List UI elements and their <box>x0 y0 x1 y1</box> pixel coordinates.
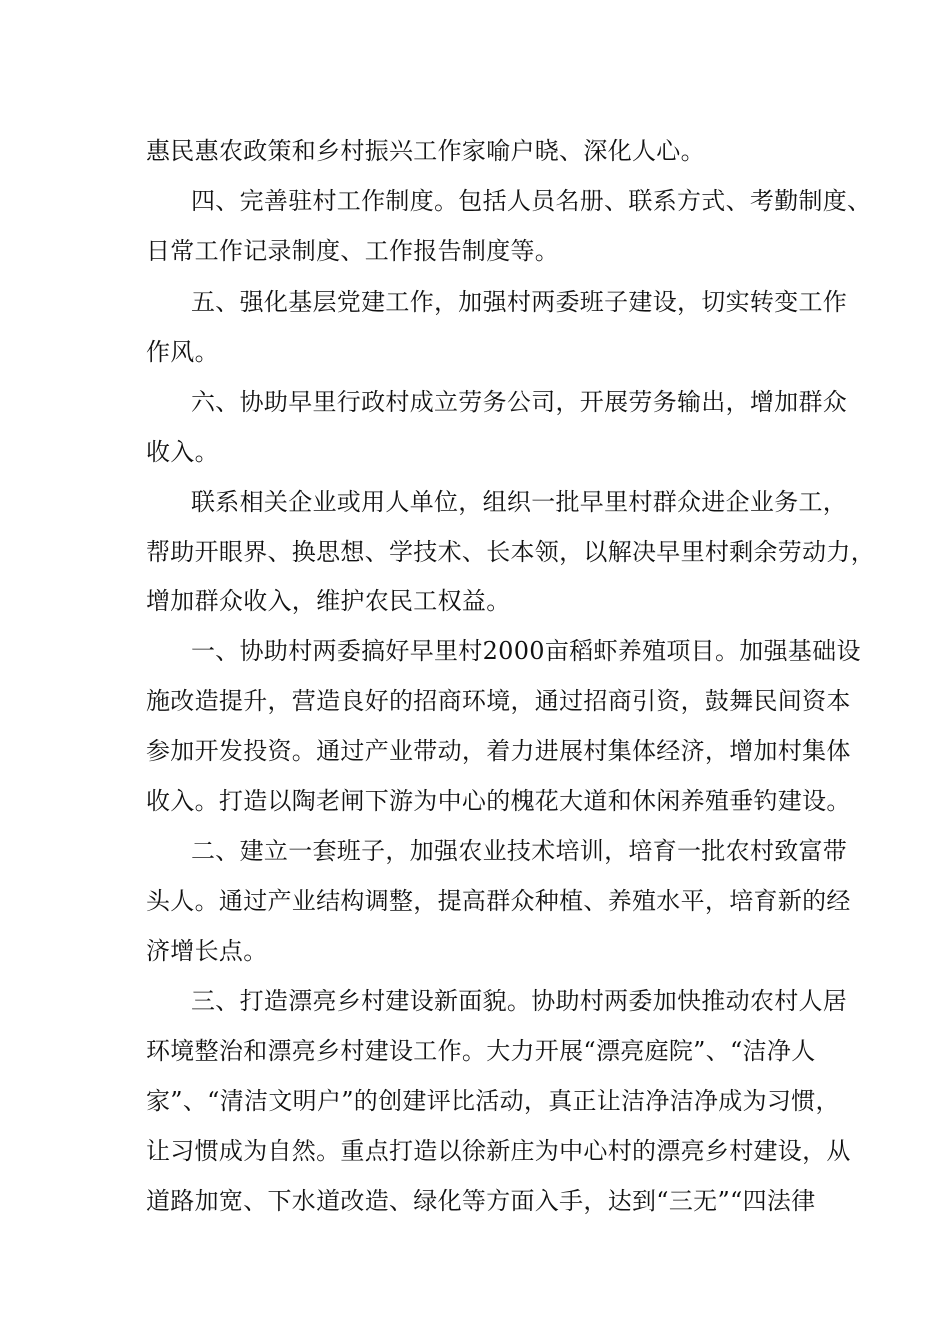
text-line: 头人。通过产业结构调整，提高群众种植、养殖水平，培育新的经 <box>146 887 851 915</box>
text-line: 收入。 <box>146 438 219 466</box>
text-line: 三、打造漂亮乡村建设新面貌。协助村两委加快推动农村人居 <box>191 987 848 1015</box>
text-line: 六、协助早里行政村成立劳务公司，开展劳务输出，增加群众 <box>191 388 848 416</box>
text-line: 惠民惠农政策和乡村振兴工作家喻户晓、深化人心。 <box>146 137 705 165</box>
text-line: 环境整治和漂亮乡村建设工作。大力开展“漂亮庭院”、“洁净人 <box>146 1037 816 1065</box>
text-line: 日常工作记录制度、工作报告制度等。 <box>146 237 560 265</box>
text-line: 五、强化基层党建工作，加强村两委班子建设，切实转变工作 <box>191 288 848 316</box>
text-line: 帮助开眼界、换思想、学技术、长本领，以解决早里村剩余劳动力， <box>146 538 875 566</box>
text-line: 参加开发投资。通过产业带动，着力进展村集体经济，增加村集体 <box>146 737 851 765</box>
text-line: 济增长点。 <box>146 937 268 965</box>
text-line: 道路加宽、下水道改造、绿化等方面入手，达到“三无”“四法律 <box>146 1187 816 1215</box>
text-line: 二、建立一套班子，加强农业技术培训，培育一批农村致富带 <box>191 837 848 865</box>
text-line: 四、完善驻村工作制度。包括人员名册、联系方式、考勤制度、 <box>191 187 872 215</box>
text-line: 施改造提升，营造良好的招商环境，通过招商引资，鼓舞民间资本 <box>146 687 851 715</box>
text-line: 家”、“清洁文明户”的创建评比活动，真正让洁净洁净成为习惯， <box>146 1087 840 1115</box>
text-line: 联系相关企业或用人单位，组织一批早里村群众进企业务工， <box>191 488 848 516</box>
text-line: 作风。 <box>146 338 219 366</box>
text-line: 一、协助村两委搞好早里村2000亩稻虾养殖项目。加强基础设 <box>191 637 861 665</box>
text-line: 收入。打造以陶老闸下游为中心的槐花大道和休闲养殖垂钓建设。 <box>146 787 851 815</box>
text-line: 增加群众收入，维护农民工权益。 <box>146 587 511 615</box>
text-line: 让习惯成为自然。重点打造以徐新庄为中心村的漂亮乡村建设，从 <box>146 1137 851 1165</box>
